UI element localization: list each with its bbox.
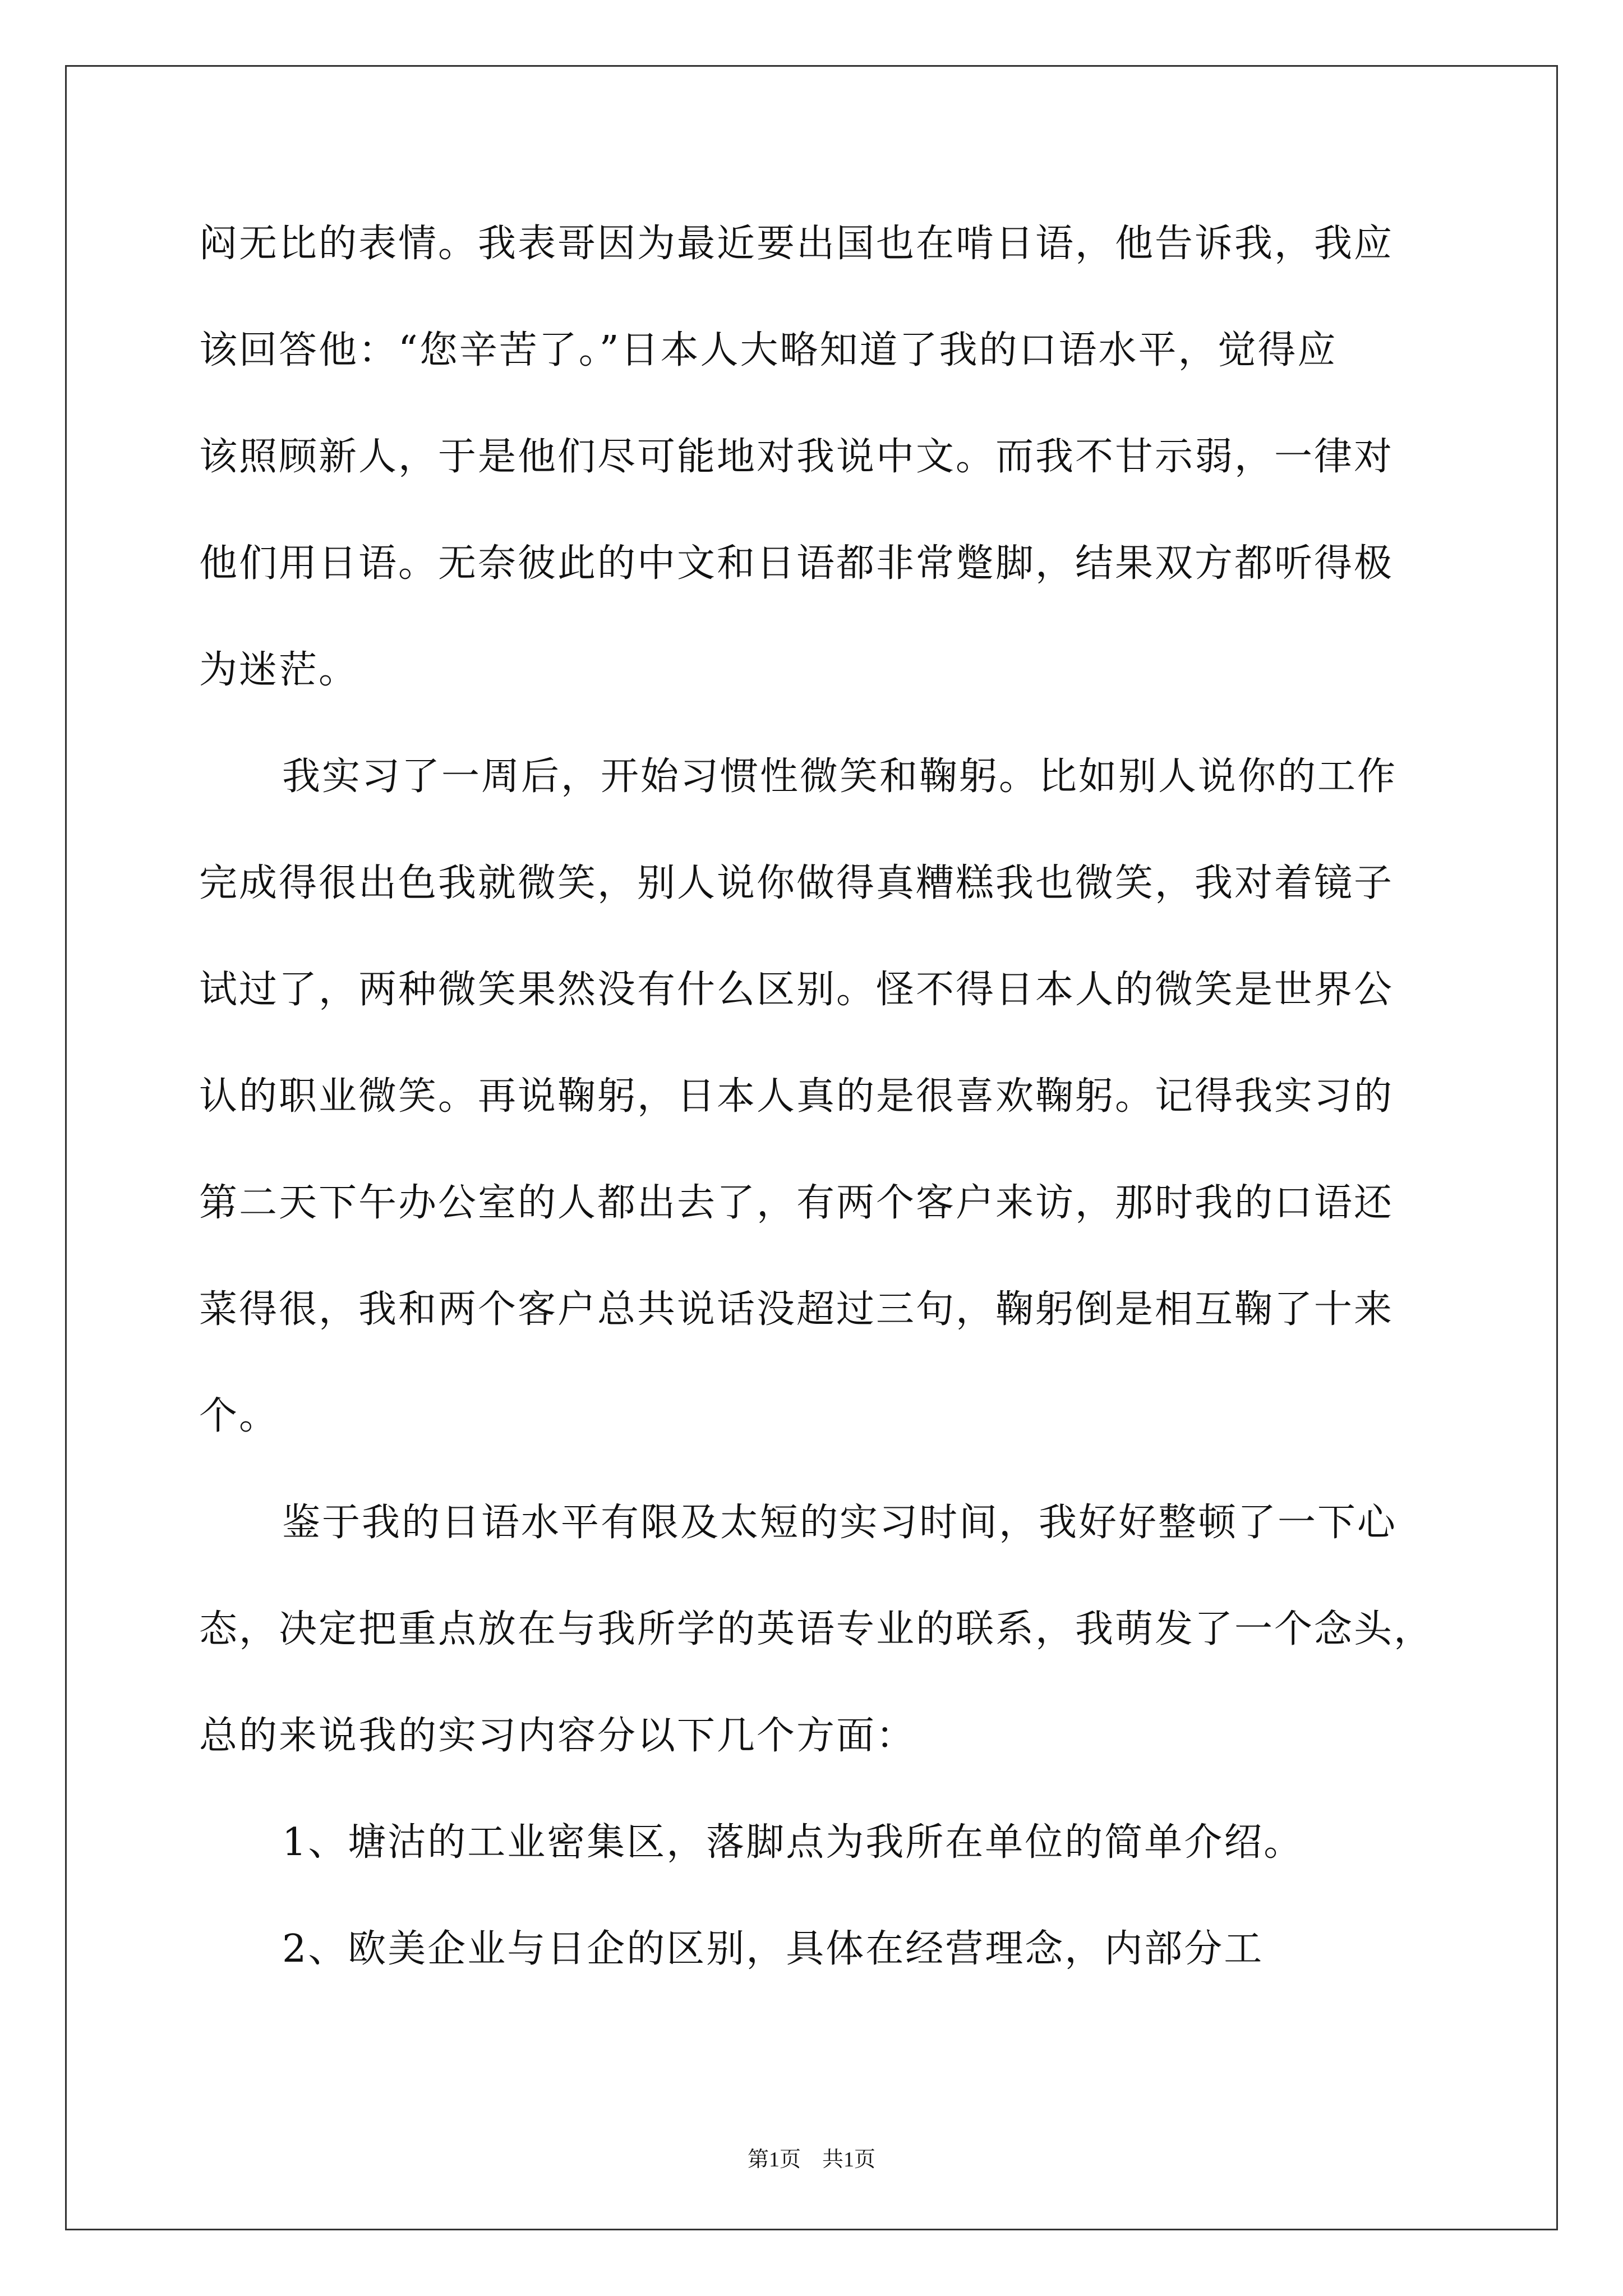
list-item: 2、欧美企业与日企的区别，具体在经营理念，内部分工	[282, 1927, 1264, 1971]
text-line: 他们用日语。无奈彼此的中文和日语都非常蹩脚，结果双方都听得极	[199, 541, 1394, 586]
text-line: 为迷茫。	[199, 648, 359, 692]
paragraph-first-line: 鉴于我的日语水平有限及太短的实习时间，我好好整顿了一下心	[282, 1501, 1398, 1545]
text-line: 菜得很，我和两个客户总共说话没超过三句，鞠躬倒是相互鞠了十来	[199, 1287, 1394, 1332]
text-line: 完成得很出色我就微笑，别人说你做得真糟糕我也微笑，我对着镜子	[199, 861, 1394, 905]
text-line: 总的来说我的实习内容分以下几个方面：	[199, 1714, 916, 1758]
list-item: 1、塘沽的工业密集区，落脚点为我所在单位的简单介绍。	[282, 1820, 1304, 1865]
document-body	[199, 216, 1433, 2028]
text-line: 认的职业微笑。再说鞠躬，日本人真的是很喜欢鞠躬。记得我实习的	[199, 1074, 1394, 1119]
text-line: 个。	[199, 1394, 279, 1438]
text-line: 第二天下午办公室的人都出去了，有两个客户来访，那时我的口语还	[199, 1181, 1394, 1225]
text-line: 闷无比的表情。我表哥因为最近要出国也在啃日语，他告诉我，我应	[199, 222, 1394, 266]
page-number-footer: 第1页 共1页	[747, 2148, 875, 2171]
text-line: 试过了，两种微笑果然没有什么区别。怪不得日本人的微笑是世界公	[199, 968, 1394, 1012]
paragraph-first-line: 我实习了一周后，开始习惯性微笑和鞠躬。比如别人说你的工作	[282, 754, 1398, 799]
text-line: 该照顾新人，于是他们尽可能地对我说中文。而我不甘示弱，一律对	[199, 435, 1394, 479]
text-line: 该回答他：“您辛苦了。”日本人大略知道了我的口语水平，觉得应	[199, 328, 1338, 372]
text-line: 态，决定把重点放在与我所学的英语专业的联系，我萌发了一个念头，	[199, 1607, 1434, 1651]
